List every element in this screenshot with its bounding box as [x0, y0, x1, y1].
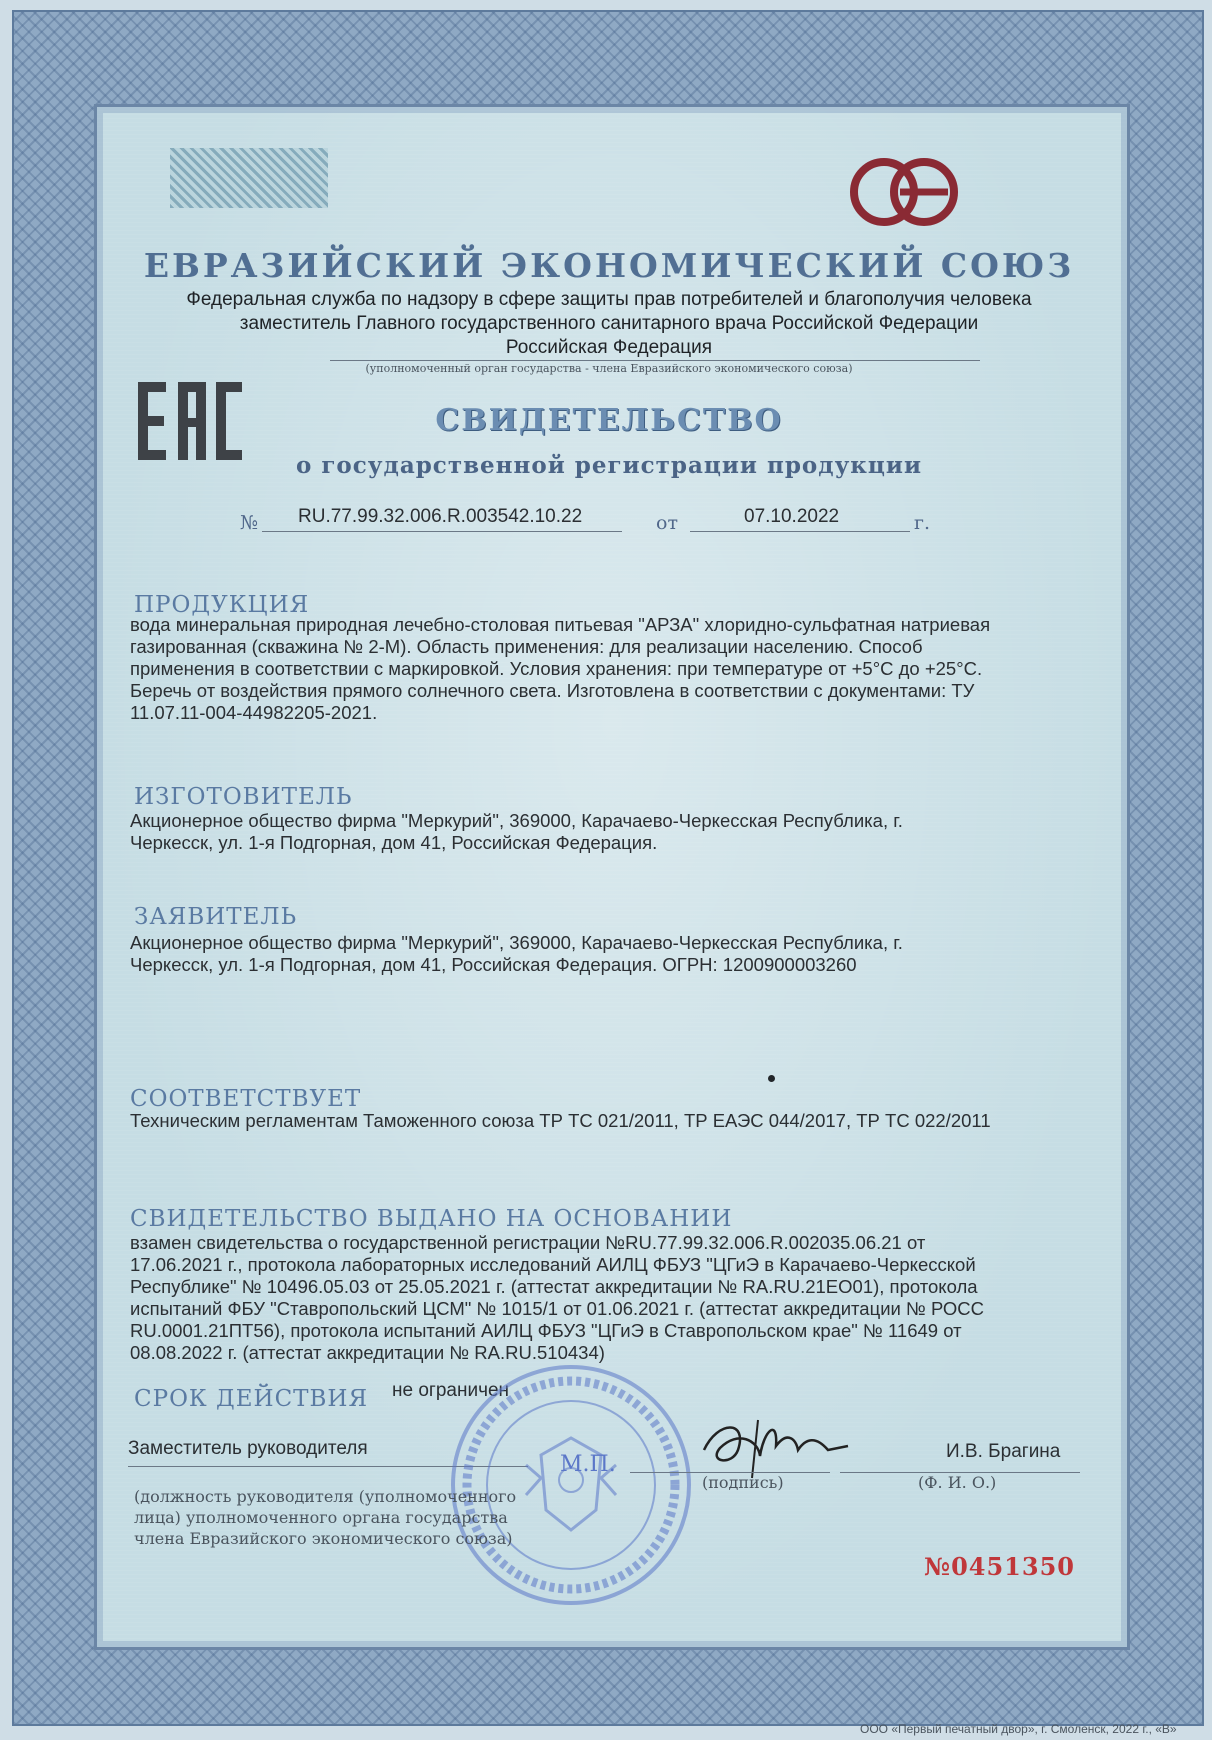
- signatory-name: И.В. Брагина: [946, 1441, 1061, 1462]
- printer-imprint: ООО «Первый печатный двор», г. Смоленск, 2022 г., «В»: [860, 1722, 1177, 1736]
- validity-heading: СРОК ДЕЙСТВИЯ: [134, 1386, 369, 1412]
- basis-line: испытаний ФБУ "Ставропольский ЦСМ" № 1015/1 от 01.06.2021 г. (аттестат аккредитации № РОСС: [130, 1298, 985, 1319]
- applicant-text: [130, 932, 1120, 976]
- authority-line: заместитель Главного государственного санитарного врача Российской Федерации: [239, 313, 979, 334]
- union-title: ЕВРАЗИЙСКИЙ ЭКОНОМИЧЕСКИЙ СОЮЗ: [143, 246, 1075, 285]
- product-line: 11.07.11-004-44982205-2021.: [130, 702, 378, 723]
- position-caption-line: члена Евразийского экономического союза): [134, 1529, 513, 1548]
- document-subtitle: о государственной регистрации продукции: [295, 452, 923, 479]
- number-rule: [262, 531, 622, 532]
- product-text: [130, 614, 1120, 724]
- basis-line: Республике" № 10496.05.03 от 25.05.2021 г. (аттестат аккредитации № RA.RU.21ЕО01), протокола: [130, 1276, 978, 1297]
- year-suffix: г.: [914, 512, 930, 534]
- signatory-position: Заместитель руководителя: [128, 1438, 368, 1459]
- product-line: применения в соответствии с маркировкой. Условия хранения: при температуре от +5°С до +25°С.: [130, 658, 983, 679]
- position-caption-line: лица) уполномоченного органа государства: [134, 1508, 508, 1527]
- date-rule: [690, 531, 910, 532]
- seal-label: М.П.: [560, 1452, 616, 1477]
- conforms-heading: СООТВЕТСТВУЕТ: [130, 1086, 362, 1112]
- ink-dot: [768, 1075, 775, 1082]
- official-seal-stamp: [446, 1360, 696, 1610]
- registration-number: RU.77.99.32.006.R.003542.10.22: [298, 506, 583, 527]
- signature: [698, 1410, 858, 1480]
- conforms-text: [130, 1110, 1120, 1132]
- basis-line: взамен свидетельства о государственной регистрации №RU.77.99.32.006.R.002035.06.21 от: [130, 1232, 926, 1253]
- signature-caption: (подпись): [702, 1473, 784, 1492]
- position-caption: [134, 1486, 564, 1549]
- authority-block: [94, 288, 1124, 360]
- authority-line: Российская Федерация: [505, 337, 713, 358]
- basis-heading: СВИДЕТЕЛЬСТВО ВЫДАНО НА ОСНОВАНИИ: [130, 1206, 733, 1232]
- product-heading: ПРОДУКЦИЯ: [134, 592, 310, 618]
- authority-caption: (уполномоченный орган государства - члена Евразийского экономического союза): [365, 362, 853, 375]
- authority-line: Федеральная служба по надзору в сфере защиты прав потребителей и благополучия человека: [186, 289, 1032, 310]
- product-line: газированная (скважина № 2-М). Область применения: для реализации населению. Способ: [130, 636, 923, 657]
- basis-text: [130, 1232, 1120, 1364]
- conforms-line: Техническим регламентам Таможенного союза ТР ТС 021/2011, ТР ЕАЭС 044/2017, ТР ТС 022/2011: [130, 1110, 991, 1131]
- applicant-line: Черкесск, ул. 1-я Подгорная, дом 41, Российская Федерация. ОГРН: 1200900003260: [130, 954, 857, 975]
- authority-rule: [330, 360, 980, 361]
- serial-number: №0451350: [924, 1552, 1075, 1581]
- name-caption: (Ф. И. О.): [918, 1473, 997, 1492]
- hologram-sticker: [170, 148, 328, 208]
- position-caption-line: (должность руководителя (уполномоченного: [134, 1487, 517, 1506]
- manufacturer-text: [130, 810, 1120, 854]
- se-logo-icon: [848, 156, 960, 228]
- basis-line: 17.06.2021 г., протокола лабораторных исследований АИЛЦ ФБУЗ "ЦГиЭ в Карачаево-Черкесской: [130, 1254, 976, 1275]
- manufacturer-line: Черкесск, ул. 1-я Подгорная, дом 41, Российская Федерация.: [130, 832, 658, 853]
- from-label: от: [656, 512, 678, 534]
- applicant-line: Акционерное общество фирма "Меркурий", 369000, Карачаево-Черкесская Республика, г.: [130, 932, 903, 953]
- manufacturer-line: Акционерное общество фирма "Меркурий", 369000, Карачаево-Черкесская Республика, г.: [130, 810, 903, 831]
- basis-line: RU.0001.21ПТ56), протокола испытаний АИЛЦ ФБУЗ "ЦГиЭ в Ставропольском крае" № 11649 от: [130, 1320, 962, 1341]
- basis-line: 08.08.2022 г. (аттестат аккредитации № RA.RU.510434): [130, 1342, 605, 1363]
- document-title: СВИДЕТЕЛЬСТВО: [435, 403, 783, 438]
- validity-value: не ограничен: [392, 1380, 510, 1401]
- number-label: №: [240, 512, 258, 534]
- product-line: Беречь от воздействия прямого солнечного света. Изготовлена в соответствии с документами: ТУ: [130, 680, 975, 701]
- product-line: вода минеральная природная лечебно-столовая питьевая "АРЗА" хлоридно-сульфатная натриевая: [130, 614, 991, 635]
- applicant-heading: ЗАЯВИТЕЛЬ: [134, 904, 298, 930]
- manufacturer-heading: ИЗГОТОВИТЕЛЬ: [134, 784, 353, 810]
- registration-date: 07.10.2022: [744, 506, 840, 527]
